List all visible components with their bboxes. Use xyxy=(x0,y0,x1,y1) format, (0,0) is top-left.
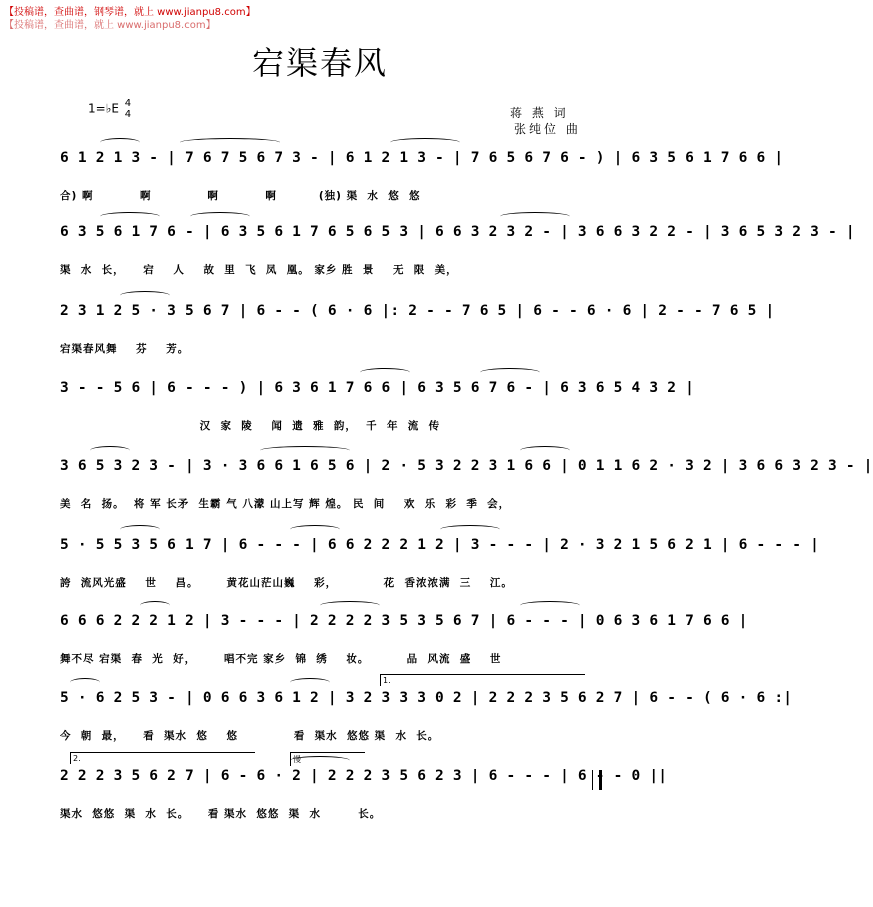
flat-sign: ♭ xyxy=(105,101,112,116)
slur-mark xyxy=(260,446,350,455)
jianpu-notes: 3 6 5 3 2 3 - | 3 · 3 6 6 1 6 5 6 | 2 · 5 3 2 2 3 1 6 6 | 0 1 1 6 2 · 3 2 | 3 6 6 3 2 3 - | xyxy=(60,458,873,474)
score-line-7 xyxy=(60,613,748,666)
final-barline xyxy=(592,770,602,790)
first-ending-bracket: 1. xyxy=(380,674,585,686)
slur-mark xyxy=(290,525,340,534)
lyrics-line: 合) 啊 啊 啊 啊 (独) 渠 水 悠 悠 xyxy=(60,190,421,202)
score-line-3 xyxy=(60,303,775,356)
lyrics-line: 舞不尽 宕渠 春 光 好， 唱不完 家乡 锦 绣 妆。 品 风流 盛 世 xyxy=(60,653,502,665)
jianpu-notes: 6 6 6 2 2 2 1 2 | 3 - - - | 2 2 2 2 3 5 3 5 6 7 | 6 - - - | 0 6 3 6 1 7 6 6 | xyxy=(60,613,748,629)
slur-mark xyxy=(520,446,570,455)
score-line-2 xyxy=(60,224,855,277)
jianpu-notes: 5 · 5 5 3 5 6 1 7 | 6 - - - | 6 6 2 2 2 1 2 | 3 - - - | 2 · 3 2 1 5 6 2 1 | 6 - - - | xyxy=(60,537,820,553)
lyricist-credit: 蒋 燕 词 xyxy=(510,106,569,120)
score-line-5 xyxy=(60,458,873,511)
notes-line xyxy=(60,224,855,248)
slur-mark xyxy=(90,446,130,455)
jianpu-notes: 2 3 1 2 5 · 3 5 6 7 | 6 - - ( 6 · 6 |: 2 - - 7 6 5 | 6 - - 6 · 6 | 2 - - 7 6 5 | xyxy=(60,303,775,319)
notes-line xyxy=(60,458,873,482)
slur-mark xyxy=(190,212,250,221)
jianpu-notes: 5 · 6 2 5 3 - | 0 6 6 3 6 1 2 | 3 2 3 3 3 0 2 | 2 2 2 3 5 6 2 7 | 6 - - ( 6 · 6 :| xyxy=(60,690,793,706)
slur-mark xyxy=(100,138,140,147)
score-line-6 xyxy=(60,537,820,590)
key-signature xyxy=(88,98,131,120)
slur-mark xyxy=(120,525,160,534)
slur-mark xyxy=(360,368,410,377)
slur-mark xyxy=(290,678,330,687)
slur-mark xyxy=(140,601,170,610)
slur-mark xyxy=(520,601,580,610)
slur-mark xyxy=(440,525,500,534)
time-signature xyxy=(125,98,131,120)
lyrics-line: 渠水 悠悠 渠 水 长。 看 渠水 悠悠 渠 水 长。 xyxy=(60,808,382,820)
notes-line xyxy=(60,613,748,637)
song-title: 宕渠春风 xyxy=(251,44,388,82)
score-line-4 xyxy=(60,380,695,433)
score-line-1 xyxy=(60,150,784,203)
key-prefix: 1= xyxy=(88,101,106,116)
tempo-mark: 慢 xyxy=(290,752,365,766)
notes-line xyxy=(60,150,784,174)
score-line-8 xyxy=(60,676,793,743)
lyrics-line: 美 名 扬。 将 军 长矛 生霸 气 八濛 山上写 辉 煌。 民 间 欢 乐 彩 季 会， xyxy=(60,498,511,510)
notes-line xyxy=(60,537,820,561)
lyrics-line: 宕渠春风舞 芬 芳。 xyxy=(60,343,190,355)
jianpu-notes: 6 3 5 6 1 7 6 - | 6 3 5 6 1 7 6 5 6 5 3 | 6 6 3 2 3 2 - | 3 6 6 3 2 2 - | 3 6 5 3 2 3 - | xyxy=(60,224,855,240)
slur-mark xyxy=(120,291,170,300)
jianpu-notes: 2 2 2 3 5 6 2 7 | 6 - 6 · 2 | 2 2 2 3 5 6 2 3 | 6 - - - | 6 - - 0 || xyxy=(60,768,668,784)
composer-credit: 张纯位 曲 xyxy=(514,122,581,136)
notes-line xyxy=(60,690,793,714)
jianpu-notes: 6 1 2 1 3 - | 7 6 7 5 6 7 3 - | 6 1 2 1 3 - | 7 6 5 6 7 6 - ) | 6 3 5 6 1 7 6 6 | xyxy=(60,150,784,166)
slur-mark xyxy=(390,138,460,147)
slur-mark xyxy=(290,756,350,765)
time-bottom: 4 xyxy=(124,109,132,120)
slur-mark xyxy=(70,678,100,687)
slur-mark xyxy=(180,138,280,147)
slur-mark xyxy=(500,212,570,221)
second-ending-bracket: 2. xyxy=(70,752,255,764)
notes-line xyxy=(60,768,668,792)
slur-mark xyxy=(100,212,160,221)
lyrics-line: 渠 水 长， 宕 人 故 里 飞 凤 凰。 家乡 胜 景 无 限 美， xyxy=(60,264,458,276)
time-top: 4 xyxy=(124,98,132,109)
key-note: E xyxy=(111,101,119,116)
watermark-line-1: 【投稿谱，查曲谱，钢琴谱，就上 www.jianpu8.com】 xyxy=(4,7,256,18)
jianpu-notes: 3 - - 5 6 | 6 - - - ) | 6 3 6 1 7 6 6 | 6 3 5 6 7 6 - | 6 3 6 5 4 3 2 | xyxy=(60,380,695,396)
lyrics-line: 汉 家 陵 闻 遗 雅 韵， 千 年 流 传 xyxy=(60,420,441,432)
lyrics-line: 今 朝 最， 看 渠水 悠 悠 看 渠水 悠悠 渠 水 长。 xyxy=(60,730,440,742)
lyrics-line: 誇 流风光盛 世 昌。 黄花山茫山巍 彩， 花 香浓浓满 三 江。 xyxy=(60,577,513,589)
slur-mark xyxy=(320,601,380,610)
watermark-line-2: 【投稿谱，查曲谱，就上 www.jianpu8.com】 xyxy=(4,20,216,31)
notes-line xyxy=(60,380,695,404)
slur-mark xyxy=(480,368,540,377)
notes-line xyxy=(60,303,775,327)
score-line-9 xyxy=(60,754,668,821)
